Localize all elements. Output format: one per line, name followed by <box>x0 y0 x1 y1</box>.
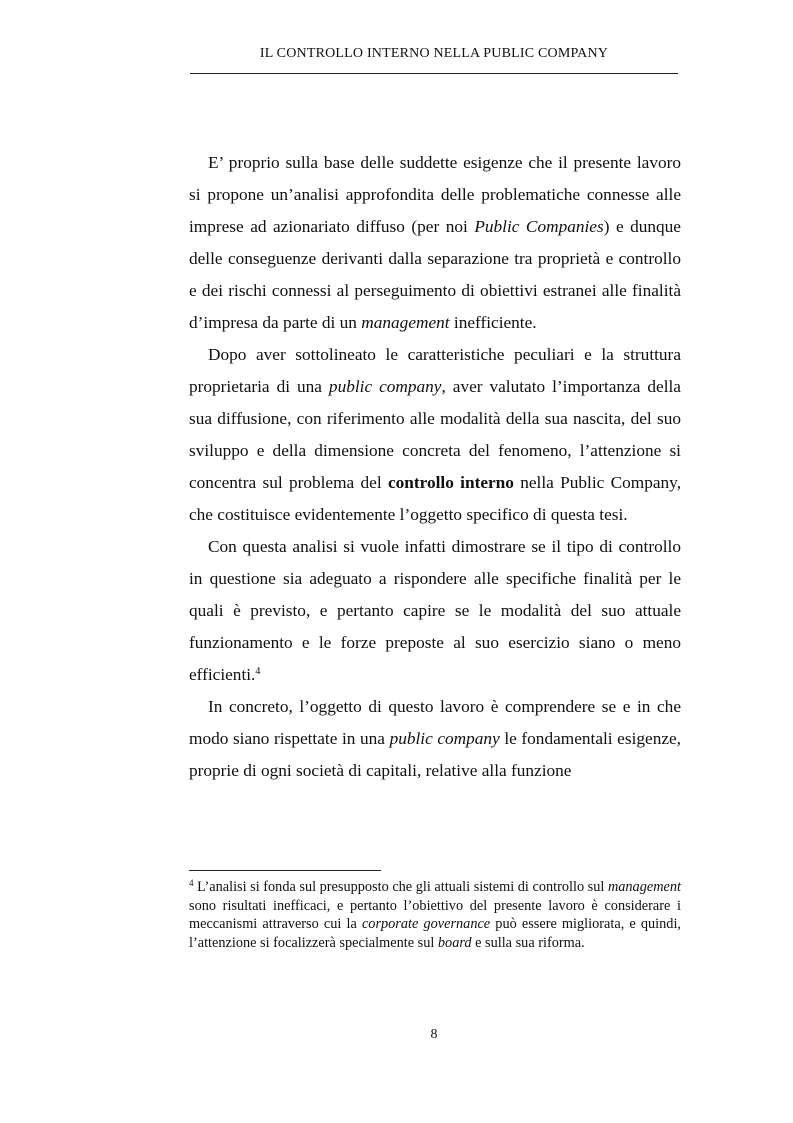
paragraph: Con questa analisi si vuole infatti dimostrare se il tipo di controllo in questione sia adeguato a rispondere alle specifiche finalità per le quali è previsto, e pertanto capire se le modalità del suo attuale funzionamento e le forze preposte al suo esercizio siano o meno efficienti.$^4$ <box>189 537 681 684</box>
footnote-rule <box>189 870 381 871</box>
running-header: IL CONTROLLO INTERNO NELLA PUBLIC COMPANY <box>259 46 609 61</box>
footnote-ref[interactable]: 4 <box>255 666 261 677</box>
header-rule <box>190 73 678 74</box>
footnote: $^4$ L’analisi si fonda sul presupposto che gli attuali sistemi di controllo sul management sono risultati inefficaci, e pertanto l’obiettivo del presente lavoro è considerare i meccanismi attraverso cui la corporate governance può essere migliorata, e quindi, l’attenzione si focalizzerà specialmente sul board e sulla sua riforma. <box>189 878 681 951</box>
paragraph: In concreto, l’oggetto di questo lavoro è comprendere se e in che modo siano rispettate in una public company le fondamentali esigenze, proprie di ogni società di capitali, relative alla funzione <box>189 697 681 780</box>
paragraph: E’ proprio sulla base delle suddette esigenze che il presente lavoro si propone un’analisi approfondita delle problematiche connesse alle imprese ad azionariato diffuso (per noi Public Companies) e dunque delle conseguenze derivanti dalla separazione tra proprietà e controllo e dei rischi connessi al perseguimento di obiettivi estranei alle finalità d’impresa da parte di un management inefficiente. <box>189 153 681 332</box>
footnote-number: 4 <box>189 878 194 888</box>
body-text <box>189 147 681 787</box>
paragraph: Dopo aver sottolineato le caratteristiche peculiari e la struttura proprietaria di una public company, aver valutato l’importanza della sua diffusione, con riferimento alle modalità della sua nascita, del suo sviluppo e della dimensione concreta del fenomeno, l’attenzione si concentra sul problema del controllo interno nella Public Company, che costituisce evidentemente l’oggetto specifico di questa tesi. <box>189 345 682 524</box>
page-number: 8 <box>430 1027 438 1042</box>
